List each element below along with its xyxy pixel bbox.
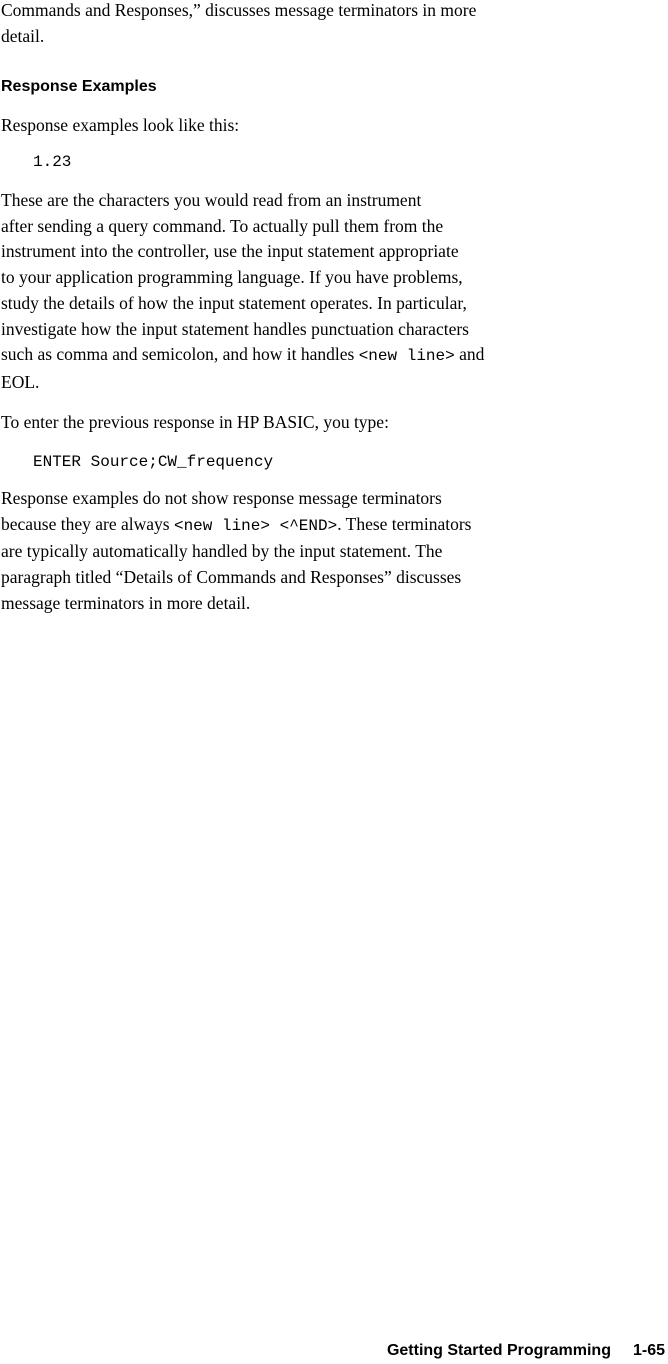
- paragraph-line: These are the characters you would read from an instrument: [1, 190, 422, 210]
- example-response-code: 1.23: [33, 153, 72, 171]
- paragraph-line: to your application programming language. If you have problems,: [1, 267, 463, 288]
- paragraph-line: investigate how the input statement handles punctuation characters: [1, 318, 469, 339]
- basic-code: ENTER Source;CW_frequency: [33, 453, 274, 471]
- basic-paragraph: To enter the previous response in HP BASIC, you type:: [1, 412, 389, 432]
- continued-paragraph: [1, 0, 665, 49]
- paragraph-line: are typically automatically handled by the input statement. The: [1, 541, 443, 562]
- paragraph-line: after sending a query command. To actually pull them from the: [1, 215, 444, 236]
- paragraph-line: detail.: [1, 25, 45, 46]
- line-text: . These terminators: [337, 513, 472, 534]
- footer-chapter-title: Getting Started Programming: [386, 1342, 611, 1359]
- intro-paragraph: Response examples look like this:: [1, 115, 240, 135]
- paragraph-line: EOL.: [1, 371, 40, 392]
- paragraph-line: [1, 342, 665, 370]
- line-text: because they are always: [1, 513, 174, 534]
- terminator-paragraph: [1, 486, 665, 617]
- footer-page-number: 1-65: [632, 1342, 665, 1359]
- paragraph-line: study the details of how the input statement operates. In particular,: [1, 292, 467, 313]
- page-footer: [0, 1339, 665, 1363]
- section-heading: Response Examples: [1, 78, 157, 95]
- inline-code-terminators: <new line> <^END>: [173, 516, 338, 535]
- line-text: such as comma and semicolon, and how it handles: [1, 344, 359, 365]
- line-text: and: [454, 344, 485, 365]
- paragraph-line: message terminators in more detail.: [1, 592, 251, 613]
- paragraph-line: Commands and Responses,” discusses message terminators in more: [1, 0, 477, 20]
- paragraph-line: paragraph titled “Details of Commands and Responses” discusses: [1, 567, 462, 588]
- inline-code-new-line: <new line>: [358, 347, 455, 366]
- paragraph-line: [1, 512, 665, 540]
- query-paragraph: [1, 188, 665, 396]
- paragraph-line: instrument into the controller, use the input statement appropriate: [1, 241, 459, 262]
- paragraph-line: Response examples do not show response message terminators: [1, 488, 442, 508]
